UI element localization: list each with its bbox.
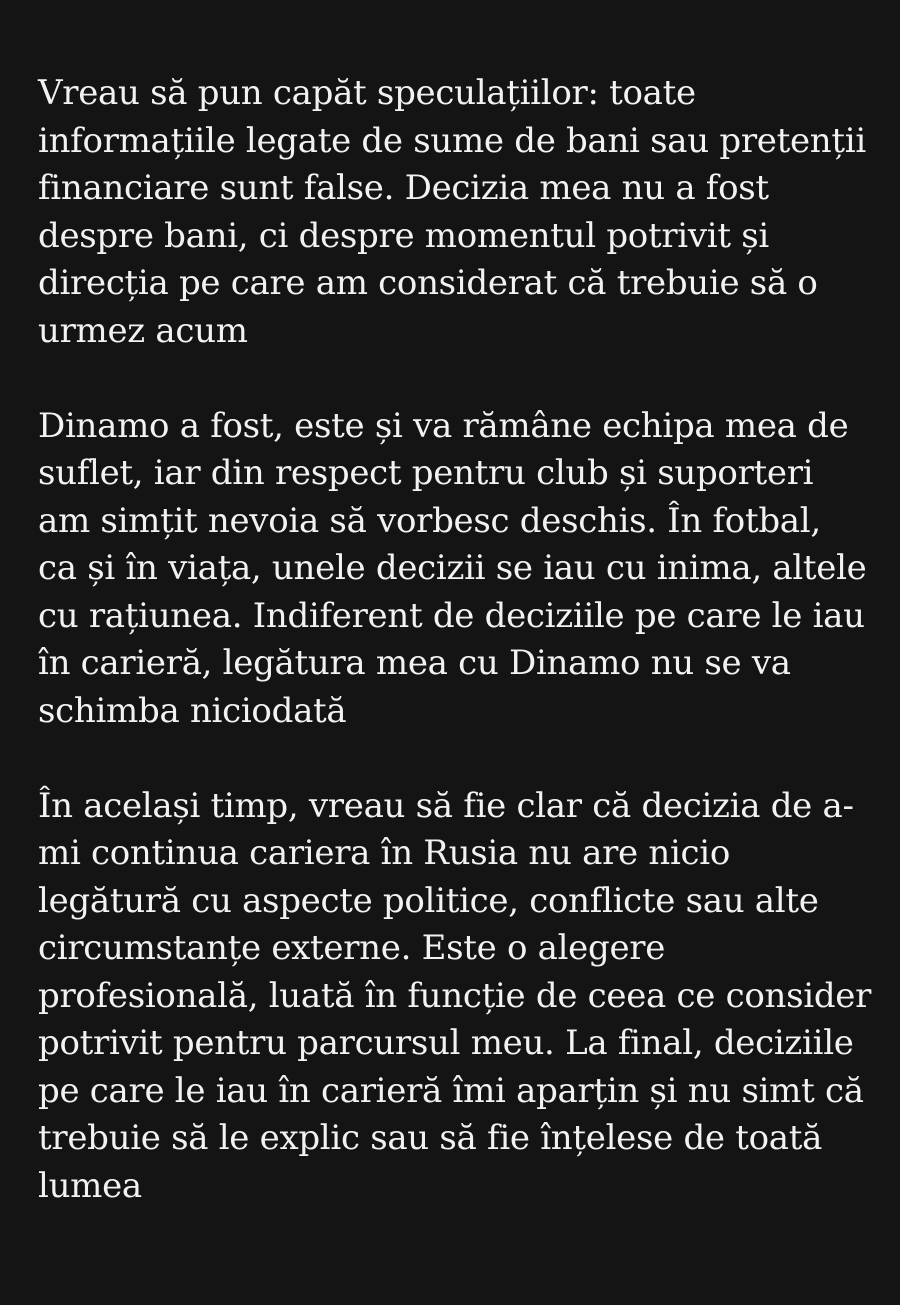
text-line: Dinamo a fost, este și va rămâne echipa mea de	[38, 405, 849, 446]
text-line: financiare sunt false. Decizia mea nu a fost	[38, 168, 769, 208]
text-line: informațiile legate de sume de bani sau pretenții	[38, 120, 866, 161]
text-line: suflet, iar din respect pentru club și suporteri	[38, 453, 814, 493]
text-line: mi continua cariera în Rusia nu are nicio	[38, 833, 731, 873]
text-line: circumstanțe externe. Este o alegere	[38, 928, 666, 968]
text-line: pe care le iau în carieră îmi aparțin și nu simt că	[38, 1070, 864, 1111]
text-line: lumea	[38, 1165, 142, 1206]
paragraph-russia	[38, 783, 886, 1211]
text-line: Vreau să pun capăt speculațiilor: toate	[38, 73, 696, 113]
text-line: potrivit pentru parcursul meu. La final, deciziile	[38, 1023, 854, 1063]
text-line: profesională, luată în funcție de ceea ce consider	[38, 975, 872, 1016]
text-line: cu rațiunea. Indiferent de deciziile pe care le iau	[38, 595, 865, 636]
text-line: despre bani, ci despre momentul potrivit și	[38, 215, 769, 256]
paragraph-dinamo	[38, 403, 886, 736]
text-line: legătură cu aspecte politice, conflicte sau alte	[38, 880, 819, 921]
text-line: În același timp, vreau să fie clar că decizia de a-	[38, 785, 854, 826]
text-line: urmez acum	[38, 310, 248, 351]
text-line: am simțit nevoia să vorbesc deschis. În fotbal,	[38, 500, 821, 541]
text-line: direcția pe care am considerat că trebuie să o	[38, 263, 818, 303]
text-line: în carieră, legătura mea cu Dinamo nu se va	[38, 643, 791, 683]
text-line: trebuie să le explic sau să fie înțelese de toată	[38, 1118, 823, 1158]
text-line: ca și în viața, unele decizii se iau cu inima, altele	[38, 548, 867, 588]
paragraph-speculations	[38, 70, 886, 355]
text-line: schimba niciodată	[38, 690, 347, 731]
